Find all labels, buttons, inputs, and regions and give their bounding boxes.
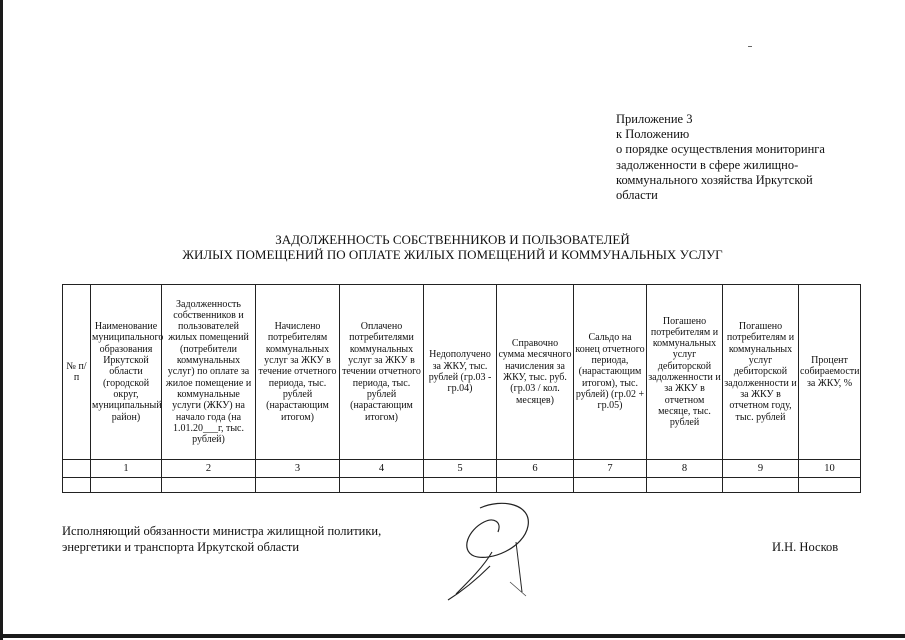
- appendix-line: задолженности в сфере жилищно-: [616, 157, 799, 172]
- empty-cell: [162, 478, 256, 493]
- empty-cell: [424, 478, 497, 493]
- empty-cell: [799, 478, 861, 493]
- scan-speck: [748, 46, 752, 47]
- column-number-row: [63, 460, 861, 478]
- column-number-cell: 8: [647, 460, 723, 478]
- empty-cell: [647, 478, 723, 493]
- appendix-line: коммунального хозяйства Иркутской: [616, 172, 813, 187]
- column-number-cell: 4: [340, 460, 424, 478]
- header-cell: Наименование муниципального образования Иркутской области (городской округ, муниципальный район): [91, 285, 162, 460]
- empty-cell: [340, 478, 424, 493]
- header-cell: № п/п: [63, 285, 91, 460]
- signatory-line-1: Исполняющий обязанности министра жилищной политики,: [62, 524, 382, 538]
- scan-edge-bottom: [0, 634, 905, 638]
- column-number-cell: 9: [723, 460, 799, 478]
- column-number-cell: 1: [91, 460, 162, 478]
- header-cell: Оплачено потребителями коммунальных услуг за ЖКУ в течении отчетного периода, тыс. рублей (нарастающим итогом): [340, 285, 424, 460]
- header-cell: Начислено потребителям коммунальных услуг за ЖКУ в течение отчетного периода, тыс. рублей (нарастающим итогом): [256, 285, 340, 460]
- empty-cell: [91, 478, 162, 493]
- column-number-cell: 6: [497, 460, 574, 478]
- title-line-2: ЖИЛЫХ ПОМЕЩЕНИЙ ПО ОПЛАТЕ ЖИЛЫХ ПОМЕЩЕНИЙ И КОММУНАЛЬНЫХ УСЛУГ: [182, 247, 723, 262]
- empty-cell: [723, 478, 799, 493]
- header-cell: Сальдо на конец отчетного периода, (нарастающим итогом), тыс. рублей) (гр.02 + гр.05): [574, 285, 647, 460]
- header-row: [63, 285, 861, 460]
- column-number-cell: 2: [162, 460, 256, 478]
- empty-cell: [497, 478, 574, 493]
- scan-edge-left: [0, 0, 3, 640]
- header-cell: Погашено потребителям и коммунальных услуг дебиторской задолженности и за ЖКУ в отчетном месяце, тыс. рублей: [647, 285, 723, 460]
- column-number-cell: 7: [574, 460, 647, 478]
- empty-cell: [63, 478, 91, 493]
- appendix-line: Приложение 3: [616, 112, 693, 126]
- header-cell: Справочно сумма месячного начисления за ЖКУ, тыс. руб. (гр.03 / кол. месяцев): [497, 285, 574, 460]
- empty-cell: [256, 478, 340, 493]
- debt-table: [62, 284, 861, 493]
- signer-name: И.Н. Носков: [772, 540, 839, 554]
- header-cell: Погашено потребителям и коммунальных услуг дебиторской задолженности и за ЖКУ в отчетном году, тыс. рублей: [723, 285, 799, 460]
- empty-data-row: [63, 478, 861, 493]
- column-number-cell: 3: [256, 460, 340, 478]
- signatory-line-2: энергетики и транспорта Иркутской области: [62, 539, 300, 554]
- column-number-cell: 10: [799, 460, 861, 478]
- title-line-1: ЗАДОЛЖЕННОСТЬ СОБСТВЕННИКОВ И ПОЛЬЗОВАТЕЛЕЙ: [275, 232, 630, 247]
- appendix-note: [616, 112, 876, 203]
- column-number-cell: 5: [424, 460, 497, 478]
- appendix-line: области: [616, 188, 658, 203]
- column-number-cell: [63, 460, 91, 478]
- appendix-line: к Положению: [616, 127, 690, 142]
- header-cell: Процент собираемости за ЖКУ, %: [799, 285, 861, 460]
- empty-cell: [574, 478, 647, 493]
- handwritten-signature: [440, 496, 550, 606]
- signatory-position: [62, 524, 381, 555]
- header-cell: Недополучено за ЖКУ, тыс. рублей (гр.03 - гр.04): [424, 285, 497, 460]
- appendix-line: о порядке осуществления мониторинга: [616, 142, 825, 157]
- document-title: [0, 232, 905, 262]
- header-cell: Задолженность собственников и пользователей жилых помещений (потребители коммунальных услуг) по оплате за жилое помещение и коммунальные услуги (ЖКУ) на начало года (на 1.01.20___г, тыс. рублей): [162, 285, 256, 460]
